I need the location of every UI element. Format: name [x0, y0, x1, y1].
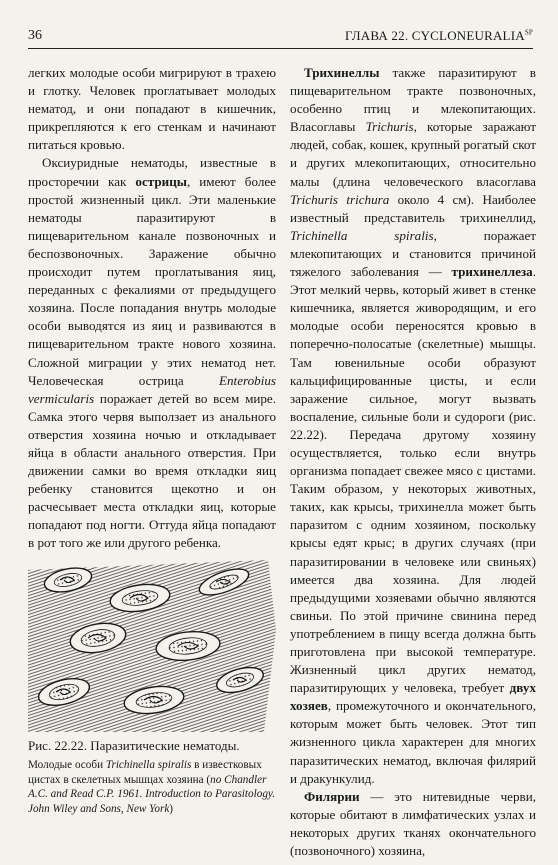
term-pinworms: острицы: [135, 173, 187, 189]
figure-muscle-cysts: [28, 560, 276, 732]
right-column: [290, 64, 536, 860]
page-number: 36: [28, 28, 42, 43]
term-two-hosts: двух хозяев: [290, 680, 536, 714]
figure-caption-body: Молодые особи Trichinella spiralis в известковых цистах в скелетных мышцах хозяина (no Chandler A.C. and Read C.P. 1961. Introduction to Parasitology. John Wiley and Sons, New York): [28, 759, 276, 815]
chapter-title: ГЛАВА 22. CYCLONEURALIA: [344, 28, 525, 43]
species-enterobius: Enterobius vermicularis: [28, 372, 276, 406]
page-header: [28, 28, 533, 49]
term-trichinella: Трихинеллы: [304, 65, 380, 80]
figure-caption-title: Рис. 22.22. Паразитические нематоды.: [28, 738, 240, 753]
term-trichinellosis: трихинеллеза: [451, 264, 533, 280]
term-filaria: Филярии: [304, 788, 360, 804]
left-paragraph-1: легких молодые особи мигрируют в трахею и глотку. Человек проглатывает молодых нематод, и они попадают в кишечник, прикрепляются к его стенкам и начинают питаться кровью.: [28, 65, 276, 153]
left-paragraph-2: Оксиуридные нематоды, известные в просторечии как острицы, имеют более простой жизненный цикл. Эти маленькие нематоды паразитируют в пищеварительном канале позвоночных и беспозвоночных. Заражение обычно происходит путем проглатывания яиц, переданных с фекалиями от предыдущего хозяина. После попадания внутрь молодые особи выводятся из яиц и развиваются в пищеварительном тракте нового хозяина. Сложной миграции у этих нематод нет. Человеческая острица Enterobius vermicularis поражает детей во всем мире. Самка этого червя выползает из анального отверстия хозяина ночью и откладывает яйца в области анального отверстия. При движении самки во время откладки яиц ребенку становится щекотно и он расчесывает места откладки яиц, которые попадают под ногти. Оттуда яйца попадают в рот того же или другого ребенка.: [28, 155, 276, 551]
left-column: [28, 64, 276, 553]
right-paragraph-2: Филярии — это нитевидные черви, которые обитают в лимфатических узлах и некоторых других тканях окончательного (позвоночного) хозяина,: [290, 788, 536, 859]
running-head: [345, 28, 533, 44]
muscle-cyst-illustration: [28, 560, 276, 732]
chapter-superscript: SP: [524, 28, 533, 37]
right-paragraph-1: Трихинеллы также паразитируют в пищеварительном тракте позвоночных, особенно птиц и млекопитающих. Власоглавы Trichuris, которые заражают людей, собак, кошек, крупный рогатый скот и других млекопитающих, относительно малы (длина человеческого власоглава Trichuris trichura около 4 см). Наиболее известный представитель трихинеллид, Trichinella spiralis, поражает млекопитающих и становится причиной тяжелого заболевания — трихинеллеза. Этот мелкий червь, который живет в стенке кишечника, является живородящим, и его молодые особи переносятся кровью в поперечно-полосатые (скелетные) мышцы. Там ювенильные особи образуют кальцифицированные цисты, и если заражение сильное, могут вызвать воспаление, сильные боли и судороги (рис. 22.22). Передача другому хозяину осуществляется, только если внутрь организма попадает свежее мясо с цистами. Таким образом, у некоторых животных, таких, как крысы, трихинелла может быть паразитом с одним хозяином, поскольку крысы едят крыс; в других случаях (при паразитировании в человеке или свиньях) имеется два хозяина. Для людей предыдущими хозяевами обычно являются свиньи. По этой причине свинина перед употреблением в пищу всегда должна быть приготовлена при высокой температуре. Жизненный цикл других нематод, паразитирующих у человека, требует двух хозяев, промежуточного и окончательного, которым может быть человек. Этот тип жизненного цикла характерен для многих паразитических нематод, включая филярий и дракункулид.: [290, 65, 536, 786]
